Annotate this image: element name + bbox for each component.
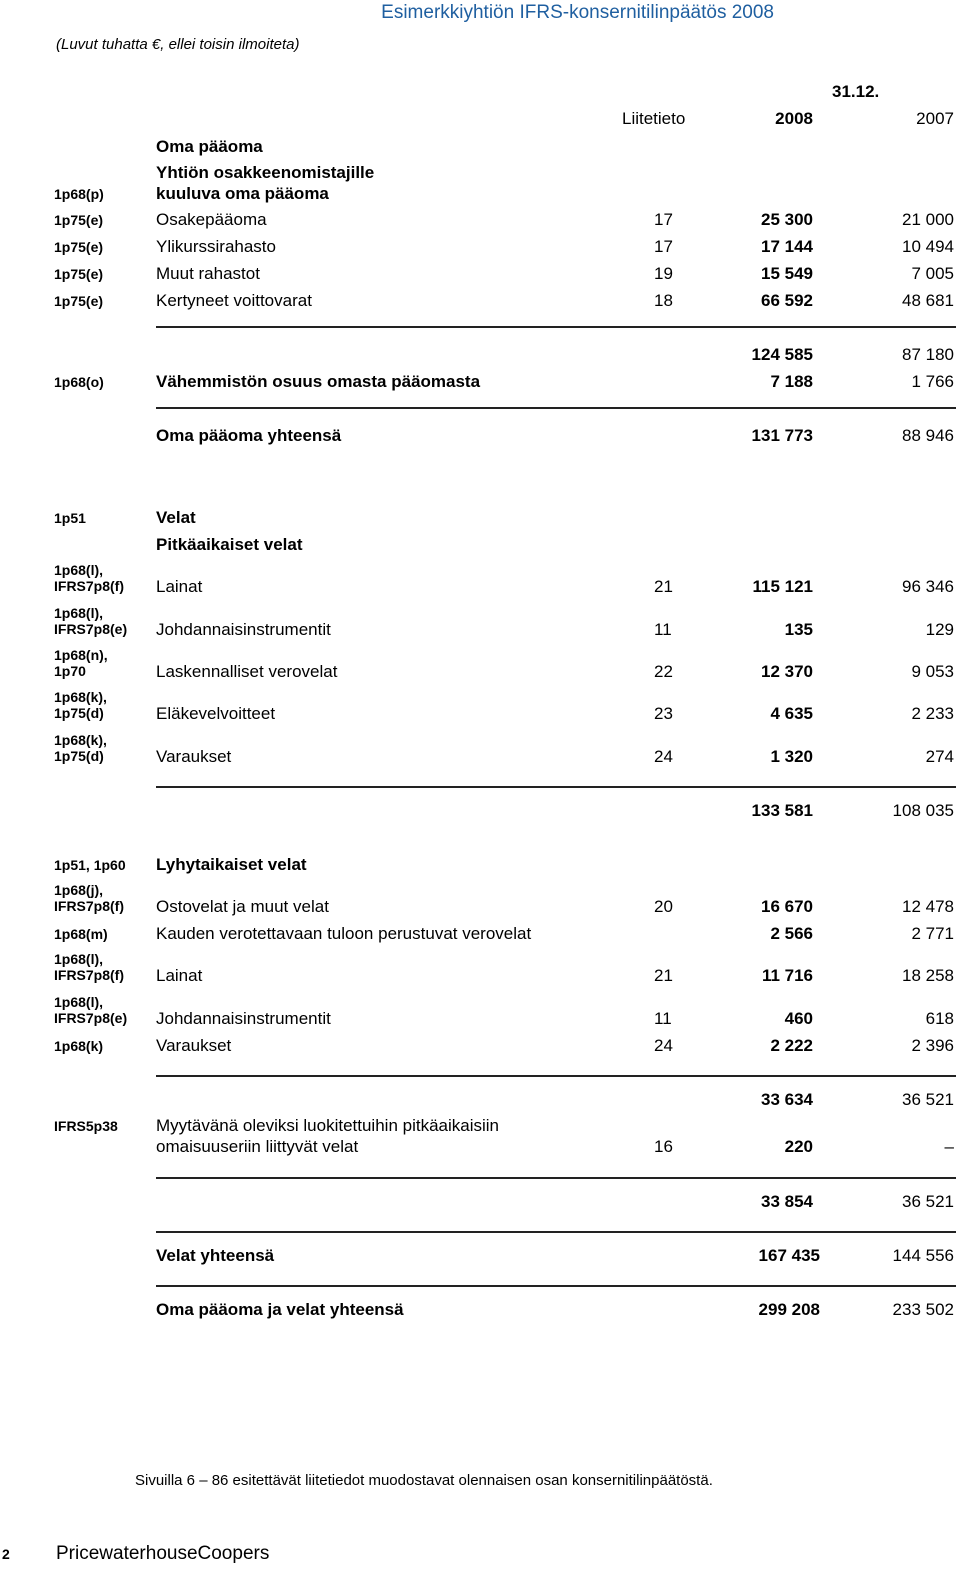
row-label: Kauden verotettavaan tuloon perustuvat verovelat [156, 924, 532, 943]
reference-code: 1p68(k) [54, 1038, 104, 1054]
balance-row [0, 264, 960, 288]
units-note: (Luvut tuhatta €, ellei toisin ilmoiteta) [56, 36, 300, 53]
current-liabilities-heading-row [0, 855, 960, 879]
balance-row [0, 237, 960, 261]
page-number: 2 [2, 1546, 10, 1562]
row-label: Velat yhteensä [156, 1246, 275, 1265]
value-2008: 135 [784, 620, 813, 639]
value-2007: 2 233 [911, 704, 954, 723]
balance-row [0, 605, 960, 644]
balance-row [0, 210, 960, 234]
value-2007: 618 [925, 1009, 954, 1028]
note-number: 22 [654, 662, 673, 681]
footnote: Sivuilla 6 – 86 esitettävät liitetiedot muodostavat olennaisen osan konsernitilinpäätöstä. [135, 1472, 713, 1489]
liabilities-total-row [0, 1246, 960, 1270]
value-2007: 108 035 [892, 801, 954, 820]
reference-code: 1p51 [54, 510, 86, 526]
value-2007: 21 000 [902, 210, 954, 229]
balance-row [0, 647, 960, 686]
balance-row [0, 951, 960, 990]
row-label: Lainat [156, 577, 203, 596]
value-2007: 2 771 [911, 924, 954, 943]
row-label: Muut rahastot [156, 264, 260, 283]
value-2008: 4 635 [770, 704, 813, 723]
reference-code: 1p68(o) [54, 374, 104, 390]
value-2007: 48 681 [902, 291, 954, 310]
value-2008: 16 670 [761, 897, 813, 916]
value-2008: 131 773 [751, 426, 813, 445]
value-2008: 66 592 [761, 291, 813, 310]
rule-line [156, 786, 956, 788]
balance-row [0, 994, 960, 1033]
note-number: 21 [654, 966, 673, 985]
value-2008: 12 370 [761, 662, 813, 681]
note-number: 19 [654, 264, 673, 283]
equity-subheading-ref: 1p68(p) [54, 186, 104, 202]
reference-code: 1p68(k), 1p75(d) [54, 689, 107, 721]
held-for-sale-row [0, 1137, 960, 1161]
value-2007: 10 494 [902, 237, 954, 256]
rule-line [156, 1231, 956, 1233]
rule-line [156, 1177, 956, 1179]
reference-code: 1p75(e) [54, 212, 104, 228]
value-2007: 129 [925, 620, 954, 639]
row-label: Lainat [156, 966, 203, 985]
reference-code: 1p68(n), 1p70 [54, 647, 108, 679]
note-number: 23 [654, 704, 673, 723]
note-number: 11 [654, 1009, 672, 1028]
rule-line [156, 1075, 956, 1077]
equity-subheading-line1: Yhtiön osakkeenomistajille [156, 163, 375, 182]
value-2007: 144 556 [892, 1246, 954, 1265]
balance-row [0, 924, 960, 948]
value-2008: 25 300 [761, 210, 813, 229]
value-2008: 115 121 [752, 577, 813, 596]
document-title: Esimerkkiyhtiön IFRS-konsernitilinpäätös 2008 [381, 2, 774, 23]
row-label: Varaukset [156, 1036, 232, 1055]
row-label: Vähemmistön osuus omasta pääomasta [156, 372, 481, 391]
row-label: Ostovelat ja muut velat [156, 897, 329, 916]
reference-code: 1p68(j), IFRS7p8(f) [54, 882, 124, 914]
reference-code: 1p68(l), IFRS7p8(e) [54, 605, 128, 637]
value-2008: 124 585 [751, 345, 813, 364]
reference-code: 1p68(l), IFRS7p8(e) [54, 994, 128, 1026]
reference-code: 1p75(e) [54, 293, 104, 309]
balance-row [0, 882, 960, 921]
reference-code: 1p75(e) [54, 266, 104, 282]
row-label: Johdannaisinstrumentit [156, 620, 331, 639]
reference-code: 1p68(l), IFRS7p8(f) [54, 562, 124, 594]
balance-row [0, 291, 960, 315]
value-2008: 2 566 [770, 924, 813, 943]
liabilities-heading: Velat [156, 508, 196, 527]
row-label: Kertyneet voittovarat [156, 291, 312, 310]
minority-interest-row [0, 372, 960, 396]
note-column-heading: Liitetieto [622, 109, 686, 128]
reference-code: 1p68(k), 1p75(d) [54, 732, 107, 764]
reference-code: 1p68(l), IFRS7p8(f) [54, 951, 124, 983]
held-for-sale-label-line1: Myytävänä oleviksi luokitettuihin pitkäaikaisiin [156, 1116, 499, 1135]
value-2007: 12 478 [902, 897, 954, 916]
balance-row [0, 689, 960, 728]
firm-name: PricewaterhouseCoopers [56, 1543, 270, 1564]
note-number: 24 [654, 747, 673, 766]
value-2008: 299 208 [758, 1300, 820, 1319]
value-2008: 1 320 [770, 747, 813, 766]
value-2007: 9 053 [911, 662, 954, 681]
balance-row [0, 562, 960, 601]
note-number: 17 [654, 210, 673, 229]
equity-subtotal-row [0, 345, 960, 369]
row-label: Johdannaisinstrumentit [156, 1009, 331, 1028]
grand-total-row [0, 1300, 960, 1324]
reference-code: 1p51, 1p60 [54, 857, 126, 873]
note-number: 16 [654, 1137, 673, 1156]
value-2008: 167 435 [758, 1246, 820, 1265]
value-2007: 274 [925, 747, 954, 766]
value-2007: 233 502 [892, 1300, 954, 1319]
row-label: Varaukset [156, 747, 232, 766]
balance-row [0, 732, 960, 771]
value-2007: 36 521 [902, 1192, 954, 1211]
value-2008: 15 549 [761, 264, 813, 283]
value-2008: 33 854 [761, 1192, 813, 1211]
year-2008-heading: 2008 [775, 109, 813, 128]
value-2007: 36 521 [902, 1090, 954, 1109]
reference-code: 1p75(e) [54, 239, 104, 255]
note-number: 24 [654, 1036, 673, 1055]
balance-date-heading: 31.12. [832, 82, 880, 101]
value-2007: 18 258 [902, 966, 954, 985]
reference-code: 1p68(m) [54, 926, 108, 942]
value-2008: 11 716 [761, 966, 813, 985]
note-number: 11 [654, 620, 672, 639]
note-number: 17 [654, 237, 673, 256]
row-label: omaisuuseriin liittyvät velat [156, 1137, 359, 1156]
value-2008: 220 [784, 1137, 813, 1156]
row-label: Osakepääoma [156, 210, 267, 229]
value-2007: 2 396 [911, 1036, 954, 1055]
equity-total-row [0, 426, 960, 450]
current-liabilities-heading: Lyhytaikaiset velat [156, 855, 307, 874]
note-number: 18 [654, 291, 673, 310]
value-2008: 460 [784, 1009, 813, 1028]
value-2008: 33 634 [761, 1090, 813, 1109]
row-label: Ylikurssirahasto [156, 237, 276, 256]
row-label: Eläkevelvoitteet [156, 704, 276, 723]
current-total-row [0, 1192, 960, 1216]
value-2007: – [944, 1137, 954, 1156]
equity-subheading-line2: kuuluva oma pääoma [156, 184, 329, 203]
noncurrent-total-row [0, 801, 960, 825]
value-2007: 1 766 [911, 372, 954, 391]
noncurrent-liabilities-heading: Pitkäaikaiset velat [156, 535, 303, 554]
balance-row [0, 1036, 960, 1060]
value-2008: 2 222 [770, 1036, 813, 1055]
value-2007: 88 946 [902, 426, 954, 445]
note-number: 20 [654, 897, 673, 916]
row-label: Oma pääoma yhteensä [156, 426, 342, 445]
note-number: 21 [654, 577, 673, 596]
row-label: Laskennalliset verovelat [156, 662, 338, 681]
value-2008: 7 188 [770, 372, 813, 391]
rule-line [156, 326, 956, 328]
value-2008: 17 144 [761, 237, 813, 256]
rule-line [156, 1285, 956, 1287]
year-2007-heading: 2007 [916, 109, 954, 128]
liabilities-heading-row [0, 508, 960, 532]
rule-line [156, 407, 956, 409]
row-label: Oma pääoma ja velat yhteensä [156, 1300, 404, 1319]
value-2007: 96 346 [902, 577, 954, 596]
value-2007: 87 180 [902, 345, 954, 364]
equity-heading: Oma pääoma [156, 137, 263, 156]
current-subtotal-row [0, 1090, 960, 1114]
value-2007: 7 005 [911, 264, 954, 283]
value-2008: 133 581 [751, 801, 813, 820]
held-for-sale-ref: IFRS5p38 [54, 1118, 118, 1134]
